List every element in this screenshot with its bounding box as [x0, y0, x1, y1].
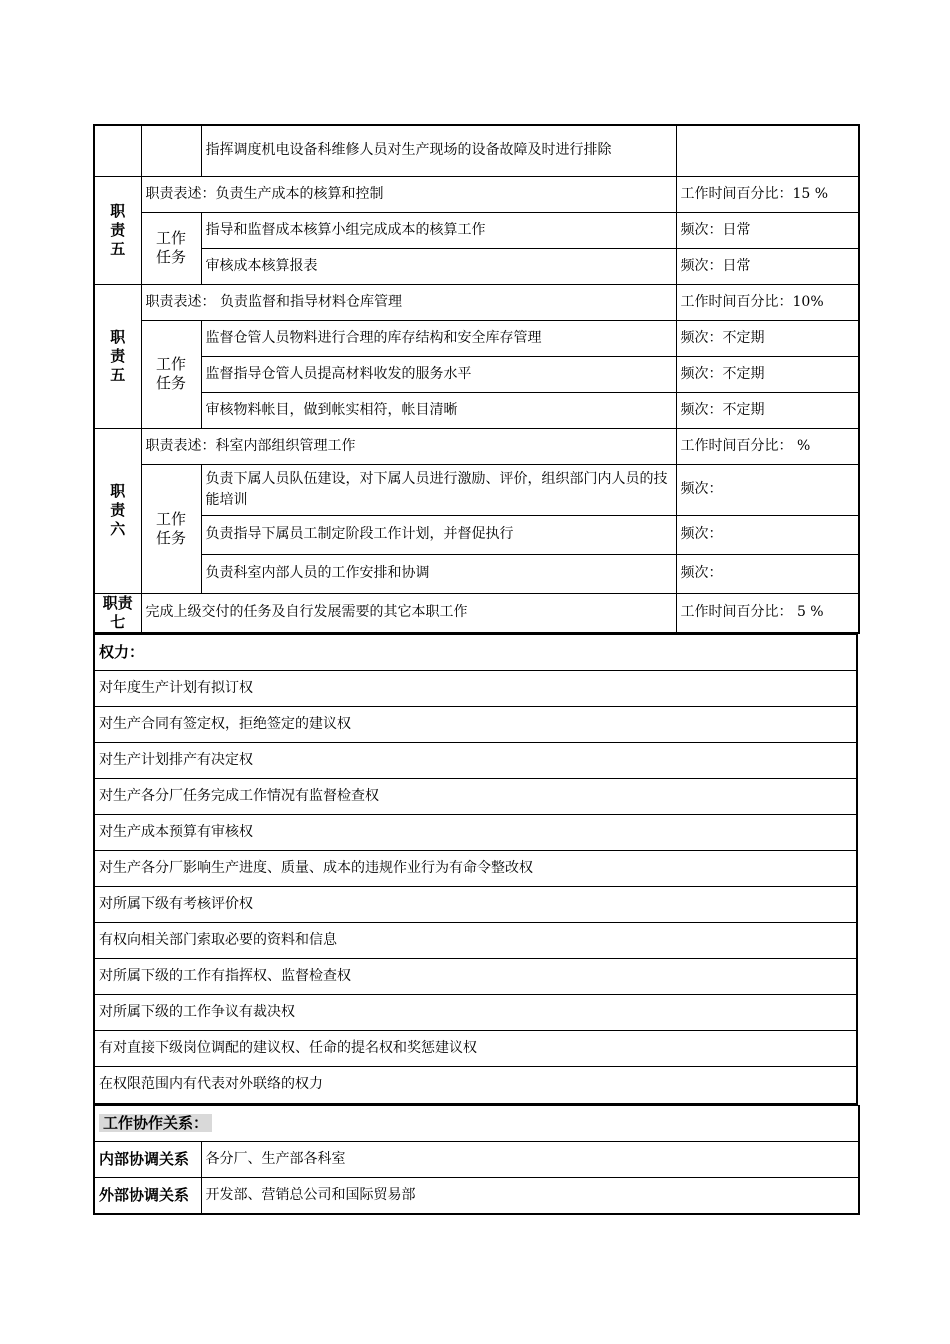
task-frequency: 频次：不定期 — [676, 392, 859, 428]
power-row — [94, 815, 857, 851]
internal-relation-label: 内部协调关系 — [94, 1141, 201, 1177]
task-text: 监督指导仓管人员提高材料收发的服务水平 — [201, 356, 676, 392]
power-row — [94, 1067, 857, 1104]
power-item: 对生产计划排产有决定权 — [94, 743, 857, 779]
task-text: 指导和监督成本核算小组完成成本的核算工作 — [201, 212, 676, 248]
duty-title: 职 责 五 — [94, 284, 141, 428]
relations-label — [94, 1105, 859, 1141]
task-text: 监督仓管人员物料进行合理的库存结构和安全库存管理 — [201, 320, 676, 356]
powers-table — [93, 634, 858, 1105]
power-row — [94, 923, 857, 959]
power-item: 对所属下级的工作有指挥权、监督检查权 — [94, 959, 857, 995]
relations-label-text: 工作协作关系： — [99, 1114, 212, 1132]
power-item: 有权向相关部门索取必要的资料和信息 — [94, 923, 857, 959]
duty-title: 职 责 五 — [94, 176, 141, 284]
task-text: 审核物料帐目，做到帐实相符，帐目清晰 — [201, 392, 676, 428]
task-text: 审核成本核算报表 — [201, 248, 676, 284]
duty-desc-row — [94, 593, 859, 633]
power-row — [94, 743, 857, 779]
task-frequency — [676, 125, 859, 176]
task-text: 负责科室内部人员的工作安排和协调 — [201, 554, 676, 593]
task-row — [94, 464, 859, 515]
duty-desc-row — [94, 428, 859, 464]
task-row — [94, 392, 859, 428]
duties-table — [93, 124, 860, 634]
task-label: 工作 任务 — [141, 320, 201, 428]
power-row — [94, 959, 857, 995]
duty-time-percent: 工作时间百分比： 5 % — [676, 593, 859, 633]
power-item: 对生产成本预算有审核权 — [94, 815, 857, 851]
relations-header-row — [94, 1105, 859, 1141]
external-relation-value: 开发部、营销总公司和国际贸易部 — [201, 1177, 859, 1214]
power-item: 对生产合同有签定权，拒绝签定的建议权 — [94, 707, 857, 743]
task-frequency: 频次： — [676, 554, 859, 593]
internal-relation-row — [94, 1141, 859, 1177]
duty-description: 职责表述：负责生产成本的核算和控制 — [141, 176, 676, 212]
job-description-page — [93, 124, 858, 1215]
task-row — [94, 320, 859, 356]
external-relation-row — [94, 1177, 859, 1214]
task-frequency: 频次：日常 — [676, 212, 859, 248]
power-item: 对生产各分厂任务完成工作情况有监督检查权 — [94, 779, 857, 815]
powers-label: 权力： — [94, 635, 857, 671]
task-row — [94, 212, 859, 248]
task-row — [94, 554, 859, 593]
duty-description: 职责表述： 负责监督和指导材料仓库管理 — [141, 284, 676, 320]
relations-table — [93, 1105, 860, 1216]
power-item: 对所属下级有考核评价权 — [94, 887, 857, 923]
task-row — [94, 356, 859, 392]
duty-time-percent: 工作时间百分比： % — [676, 428, 859, 464]
power-row — [94, 851, 857, 887]
power-item: 对年度生产计划有拟订权 — [94, 671, 857, 707]
duty-continuation-row — [94, 125, 859, 176]
power-row — [94, 671, 857, 707]
task-row — [94, 515, 859, 554]
internal-relation-value: 各分厂、生产部各科室 — [201, 1141, 859, 1177]
task-text: 指挥调度机电设备科维修人员对生产现场的设备故障及时进行排除 — [201, 125, 676, 176]
duty-title: 职 责 六 — [94, 428, 141, 593]
power-row — [94, 1031, 857, 1067]
power-item: 对所属下级的工作争议有裁决权 — [94, 995, 857, 1031]
task-row — [94, 248, 859, 284]
task-frequency: 频次： — [676, 515, 859, 554]
duty-description: 职责表述：科室内部组织管理工作 — [141, 428, 676, 464]
duty-time-percent: 工作时间百分比：10% — [676, 284, 859, 320]
task-frequency: 频次： — [676, 464, 859, 515]
power-row — [94, 995, 857, 1031]
duty-desc-row — [94, 176, 859, 212]
power-row — [94, 779, 857, 815]
power-item: 有对直接下级岗位调配的建议权、任命的提名权和奖惩建议权 — [94, 1031, 857, 1067]
task-frequency: 频次：不定期 — [676, 356, 859, 392]
duty-description: 完成上级交付的任务及自行发展需要的其它本职工作 — [141, 593, 676, 633]
duty-desc-row — [94, 284, 859, 320]
external-relation-label: 外部协调关系 — [94, 1177, 201, 1214]
task-label: 工作 任务 — [141, 464, 201, 593]
task-label: 工作 任务 — [141, 212, 201, 284]
power-row — [94, 887, 857, 923]
task-text: 负责下属人员队伍建设，对下属人员进行激励、评价，组织部门内人员的技能培训 — [201, 464, 676, 515]
power-item: 对生产各分厂影响生产进度、质量、成本的违规作业行为有命令整改权 — [94, 851, 857, 887]
duty-title-cell — [94, 125, 141, 176]
power-item: 在权限范围内有代表对外联络的权力 — [94, 1067, 857, 1104]
power-row — [94, 707, 857, 743]
task-frequency: 频次：不定期 — [676, 320, 859, 356]
powers-header-row — [94, 635, 857, 671]
duty-title: 职责 七 — [94, 593, 141, 633]
task-label-cell — [141, 125, 201, 176]
task-text: 负责指导下属员工制定阶段工作计划，并督促执行 — [201, 515, 676, 554]
task-frequency: 频次：日常 — [676, 248, 859, 284]
duty-time-percent: 工作时间百分比：15 % — [676, 176, 859, 212]
